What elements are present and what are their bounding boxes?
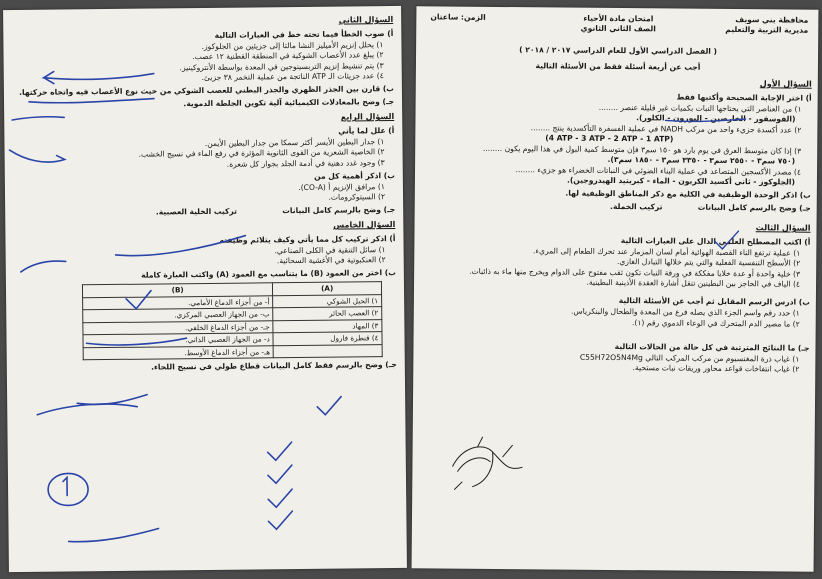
q1-part-c-label: جـ) وضح بالرسم كامل البيانات: [697, 202, 811, 213]
q5-part-b: ب) اختر من العمود (B) ما يتناسب مع العمود (A) واكتب العبارة كاملة: [141, 268, 396, 281]
q5-item-1: ١) سائل التنقية في الكلى الصناعي.: [274, 244, 386, 256]
governorate: محافظة بني سويف: [735, 15, 809, 25]
q4-part-c-task: تركيب الخلية العصبية.: [155, 206, 237, 217]
q1-item-1: ١) من العناصر التي يحتاجها النبات بكميات غير قليلة عنصر ........: [598, 102, 802, 114]
question-5-title: السؤال الخامس: [333, 220, 396, 230]
q3-part-c: جـ) ما النتائج المترتبة في كل حالة من الحالات التالية: [614, 341, 810, 353]
q1-item-4-choices: (الجلوكوز - ثاني أكسيد الكربون - الماء - كبريتيد الهيدروجين).: [566, 175, 795, 187]
q3-part-b: ب) ادرس الرسم المقابل ثم أجب عن الأسئلة التالية: [618, 296, 810, 308]
q1-part-b-text: الوحدة الوظيفية في الكلية مع ذكر المناطق الوظيفية لها.: [565, 188, 779, 200]
q1-part-c: [423, 201, 811, 214]
exam-duration: الزمن: ساعتان: [430, 12, 486, 22]
q4-b-item-1: ١) مرافق الإنزيم أ (CO-A).: [298, 181, 385, 192]
q1-part-c-task: تركيب الخملة.: [610, 202, 663, 212]
q4-item-1: ١) جدار البطين الأيسر أكثر سمكا من جدار البطين الأيمن.: [204, 136, 385, 148]
question-1-title: السؤال الأول: [759, 79, 812, 89]
column-a-cell: ٢) العصب الحائر: [273, 307, 382, 321]
exam-header: [424, 10, 812, 45]
q4-part-c: [11, 205, 395, 219]
q1-item-1-choices: (الفوسفور - الخارصين - البورون - الكلور).: [636, 113, 796, 124]
q3-c-item-2: ٢) غياب انتفاخات قواعد محاور وريقات نبات مستحية.: [632, 363, 800, 375]
column-b-header: (B): [82, 283, 272, 297]
q2-part-a: أ) صوب الخطأ فيما تحته خط في العبارات التالية: [214, 28, 394, 40]
q4-b-item-2: ٢) السيتوكرومات.: [328, 192, 386, 202]
column-a-cell: ١) الحبل الشوكي: [273, 295, 382, 309]
q4-part-b: ب) اذكر أهمية كل من: [314, 170, 395, 181]
column-b-cell: جـ- من أجزاء الدماغ الخلفي.: [83, 321, 273, 335]
digestive-diagram: [432, 426, 543, 497]
matching-table: [82, 282, 383, 361]
q1-item-2-choices: (4 ATP - 3 ATP - 2 ATP - 1 ATP): [545, 133, 674, 144]
q1-item-4: ٤) مصدر الأكسجين المتصاعد في عملية البناء الضوئي في النباتات الخضراء هو جزيء ........: [515, 164, 802, 177]
q1-item-3-choices: (٧٥٠ سم٣ - ٢٥٥٠ سم٣ - ٣٣٥٠ سم٣ - ١٨٥٠ سم٣).: [607, 155, 796, 166]
q2-item-3: ٣) يتم تنشيط إنزيم التربسينوجين في المعدة بواسطة الأنتروكينيز.: [179, 60, 384, 72]
q1-item-2: ٢) عدد أكسدة جزيء واحد من مركب NADH في عملية الفسفرة التأكسدية ينتج ........: [530, 122, 802, 135]
column-b-cell: د- من الجهاز العصبي الذاتي.: [83, 333, 273, 347]
column-b-cell: هـ- من أجزاء الدماغ الأوسط.: [83, 346, 273, 360]
q2-part-b: ب) قارن بين الجذر الظهري والجذر البطني للعصب الشوكي من حيث نوع الأعصاب فيه واتجاه حركتها.: [19, 84, 394, 98]
directorate: مديرية التربية والتعليم: [725, 24, 809, 35]
q3-c-item-1: ١) غياب ذرة المغنسيوم من مركب المركب التالي C55H72O5N4Mg: [579, 352, 800, 364]
q1-part-b-label: ب) اذكر: [781, 190, 811, 200]
q4-part-c-label: جـ) وضح بالرسم كامل البيانات: [282, 205, 396, 216]
q4-item-2: ٢) الخاصية الشعرية من القوى الثانوية المؤثرة في رفع الماء في نسيج الخشب.: [138, 147, 385, 159]
q1-part-b: [423, 188, 811, 201]
exam-page-right: [412, 6, 819, 571]
q3-item-1: ١) عملية ترتفع الناء القصبة الهوائية أمام لسان المزمار عند تحرك الطعام إلى المريء.: [532, 246, 801, 258]
q4-part-a: أ) علل لما يأتي: [338, 125, 395, 136]
q1-part-a: أ) اختر الإجابة الصحيحة وأكتبها فقط: [676, 92, 812, 103]
q5-item-2: ٢) العنكبوتية في الأغشية السحائية.: [276, 255, 386, 266]
table-row: [83, 345, 382, 361]
question-4-title: السؤال الرابع: [340, 112, 395, 122]
q3-b-item-1: ١) حدد رقم واسم الجزء الذي يصله فرع من المعدة والطحال والبنكرياس.: [570, 307, 800, 319]
q3-part-a: أ) اكتب المصطلح العلمي الدال على العبارات التالية: [620, 235, 811, 247]
q1-item-3: ٣) إذا كان متوسط العرق في يوم بارد هو ١٥٠ سم٣ فإن متوسط كمية البول في هذا اليوم يكون ........: [482, 143, 802, 156]
column-a-cell: ٣) المهاد: [273, 320, 382, 334]
instruction: أجب عن أربعة أسئلة فقط من الأسئلة التالية: [535, 61, 701, 72]
q3-b-item-2: ٢) ما مصير الدم المتحرك في الوعاء الدموي رقم (١).: [631, 318, 800, 329]
column-a-header: (A): [273, 282, 382, 296]
term-line: ( الفصل الدراسي الأول للعام الدراسي ٢٠١٧ / ٢٠١٨ ): [519, 45, 718, 56]
exam-page-left: [3, 6, 407, 572]
column-a-cell: ٤) قنطرة فارول: [273, 332, 382, 346]
q5-part-c: جـ) وضح بالرسم فقط كامل البيانات قطاع طولي في نسيج اللحاء.: [151, 360, 397, 373]
question-2-title: السؤال الثاني: [338, 15, 394, 25]
q3-item-2: ٢) الأسطح التنفسية الفعلية والتي يتم خلالها التبادل الغازي.: [616, 257, 801, 268]
column-b-cell: أ- من أجزاء الدماغ الأمامي.: [83, 296, 273, 310]
column-b-cell: ب- من الجهاز العصبي المركزي.: [83, 308, 273, 322]
q2-item-2: ٢) يبلغ عدد الأعصاب الشوكية في المنطقة القطنية ١٢ عصب.: [192, 50, 384, 62]
q4-item-3: ٣) وجود غدد دهنية في أدمة الجلد بجوار كل شعرة.: [226, 157, 385, 169]
q3-item-3: ٣) خلية واحدة أو عدة خلايا مفككة في ورقة النبات تكون ثقب مفتوح على الدوام ويخرج منها ماء به ذائبات.: [469, 266, 801, 279]
exam-subject: امتحان مادة الأحياء: [583, 13, 654, 24]
exam-grade: الصف الثاني الثانوي: [580, 23, 656, 34]
q2-part-c: جـ) وضح بالمعادلات الكيميائية آلية تكوين الجلطة الدموية.: [183, 97, 395, 109]
question-3-title: السؤال الثالث: [755, 223, 811, 233]
q2-item-4: ٤) عدد جزيئات الـ ATP الناتجة من عملية التخمر ٣٨ جزيئ.: [201, 71, 384, 83]
q5-part-a: أ) اذكر تركيب كل مما يأتي وكيف يتلائم وظيفته: [219, 233, 396, 245]
column-a-cell: [273, 345, 382, 359]
q3-item-4: ٤) الياف في الحاجز بين البطينين تنقل أشارة العقدة الأذينية البطينية.: [586, 278, 801, 289]
q2-item-1: ١) يحلل إنزيم الأميليز النشا مالتا إلى جزيئين من الجلوكوز.: [201, 39, 384, 51]
